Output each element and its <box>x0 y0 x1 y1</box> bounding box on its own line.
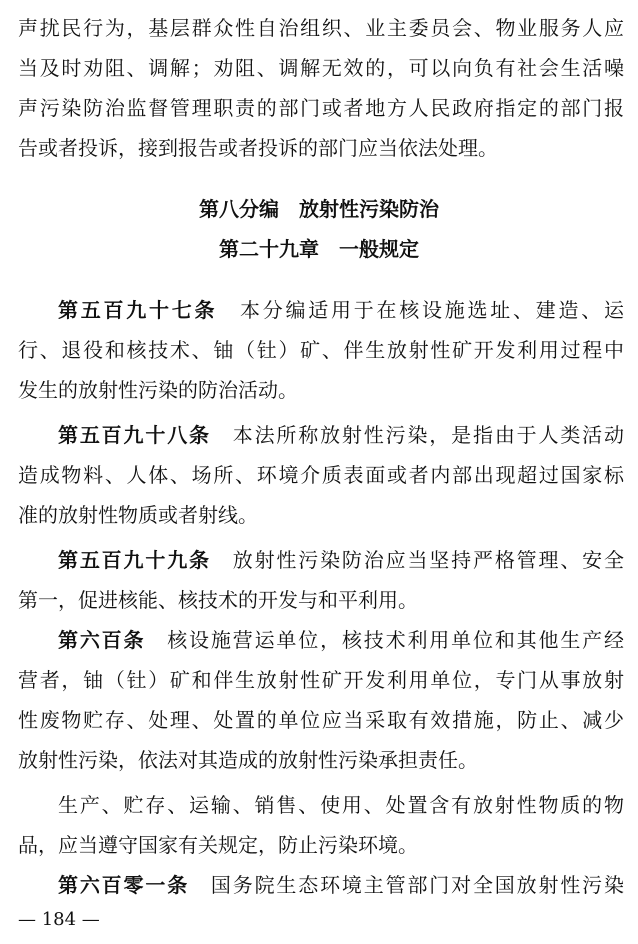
article-text: 本法所称放射性污染，是指由于人类活动 <box>232 423 625 447</box>
article-number: 第六百零一条 <box>58 873 190 897</box>
article-number: 第六百条 <box>58 628 146 652</box>
article-number: 第五百九十九条 <box>58 548 211 572</box>
article-line: 发生的放射性污染的防治活动。 <box>18 378 298 402</box>
article-597-first-line <box>58 296 624 324</box>
part-title: 第八分编 放射性污染防治 <box>199 197 439 221</box>
article-599-first-line <box>58 546 624 574</box>
article-line: 造成物料、人体、场所、环境介质表面或者内部出现超过国家标 <box>18 463 624 487</box>
page-number: — 184 — <box>18 909 100 930</box>
article-600-first-line <box>58 626 624 654</box>
paragraph-first-line: 生产、贮存、运输、销售、使用、处置含有放射性物质的物 <box>58 793 624 817</box>
article-598-first-line <box>58 421 624 449</box>
intro-line: 当及时劝阻、调解；劝阻、调解无效的，可以向负有社会生活噪 <box>18 56 624 80</box>
article-text: 核设施营运单位，核技术利用单位和其他生产经 <box>167 628 625 652</box>
article-line: 第一，促进核能、核技术的开发与和平利用。 <box>18 588 418 612</box>
article-line: 行、退役和核技术、铀（钍）矿、伴生放射性矿开发利用过程中 <box>18 338 624 362</box>
intro-line: 告或者投诉，接到报告或者投诉的部门应当依法处理。 <box>18 136 498 160</box>
article-line: 放射性污染，依法对其造成的放射性污染承担责任。 <box>18 748 478 772</box>
article-line: 性废物贮存、处理、处置的单位应当采取有效措施，防止、减少 <box>18 708 624 732</box>
article-line: 品，应当遵守国家有关规定，防止污染环境。 <box>18 833 418 857</box>
article-text: 本分编适用于在核设施选址、建造、运 <box>240 298 624 322</box>
article-text: 国务院生态环境主管部门对全国放射性污染 <box>210 873 625 897</box>
article-text: 放射性污染防治应当坚持严格管理、安全 <box>232 548 625 572</box>
intro-line: 声污染防治监督管理职责的部门或者地方人民政府指定的部门报 <box>18 96 624 120</box>
article-line: 准的放射性物质或者射线。 <box>18 503 258 527</box>
article-601-first-line <box>58 871 624 899</box>
article-line: 营者，铀（钍）矿和伴生放射性矿开发利用单位，专门从事放射 <box>18 668 624 692</box>
article-number: 第五百九十八条 <box>58 423 211 447</box>
intro-line: 声扰民行为，基层群众性自治组织、业主委员会、物业服务人应 <box>18 16 624 40</box>
article-number: 第五百九十七条 <box>58 298 218 322</box>
chapter-title: 第二十九章 一般规定 <box>219 237 419 261</box>
